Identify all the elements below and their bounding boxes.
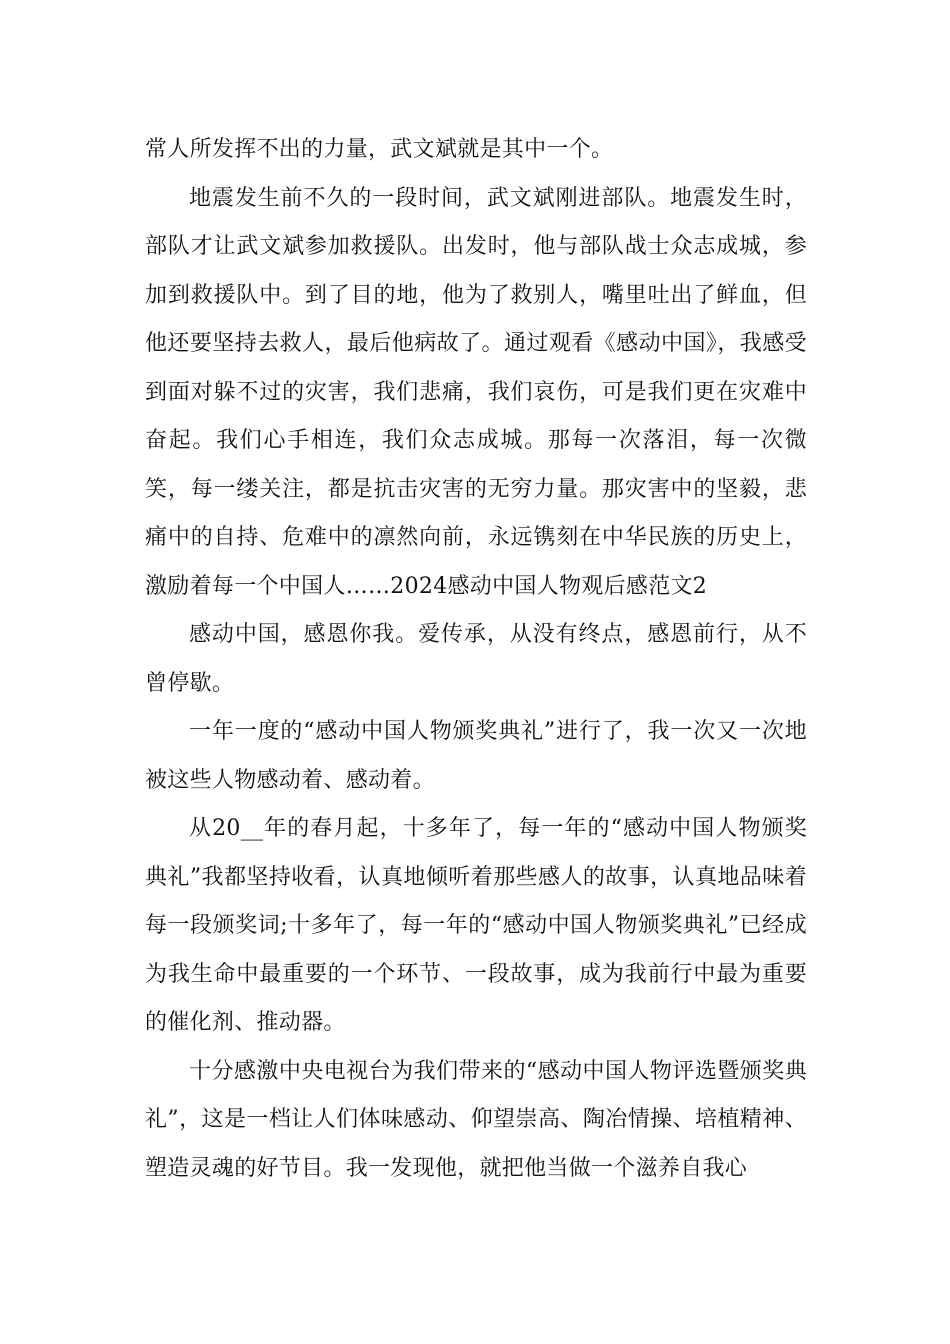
paragraph: 地震发生前不久的一段时间，武文斌刚进部队。地震发生时，部队才让武文斌参加救援队。出发时，他与部队战士众志成城，参加到救援队中。到了目的地，他为了救别人，嘴里吐出了鲜血，但他还要坚持去救人，最后他病故了。通过观看《感动中国》，我感受到面对躲不过的灾害，我们悲痛，我们哀伤，可是我们更在灾难中奋起。我们心手相连，我们众志成城。那每一次落泪，每一次微笑，每一缕关注，都是抗击灾害的无穷力量。那灾害中的坚毅，悲痛中的自持、危难中的凛然向前，永远镌刻在中华民族的历史上，激励着每一个中国人……2024感动中国人物观后感范文2 — [145, 185, 807, 599]
paragraph: 十分感激中央电视台为我们带来的“感动中国人物评选暨颁奖典礼”，这是一档让人们体味感动、仰望崇高、陶冶情操、培植精神、塑造灵魂的好节目。我一发现他，就把他当做一个滋养自我心 — [145, 1058, 807, 1181]
paragraph: 一年一度的“感动中国人物颁奖典礼”进行了，我一次又一次地被这些人物感动着、感动着。 — [145, 719, 807, 793]
paragraph-continued: 常人所发挥不出的力量，武文斌就是其中一个。 — [145, 137, 614, 162]
document-body — [145, 126, 807, 1193]
paragraph: 从20__年的春月起，十多年了，每一年的“感动中国人物颁奖典礼”我都坚持收看，认真地倾听着那些感人的故事，认真地品味着每一段颁奖词;十多年了，每一年的“感动中国人物颁奖典礼”已经成为我生命中最重要的一个环节、一段故事，成为我前行中最为重要的催化剂、推动器。 — [145, 816, 807, 1035]
paragraph: 感动中国，感恩你我。爱传承，从没有终点，感恩前行，从不曾停歇。 — [145, 622, 807, 696]
